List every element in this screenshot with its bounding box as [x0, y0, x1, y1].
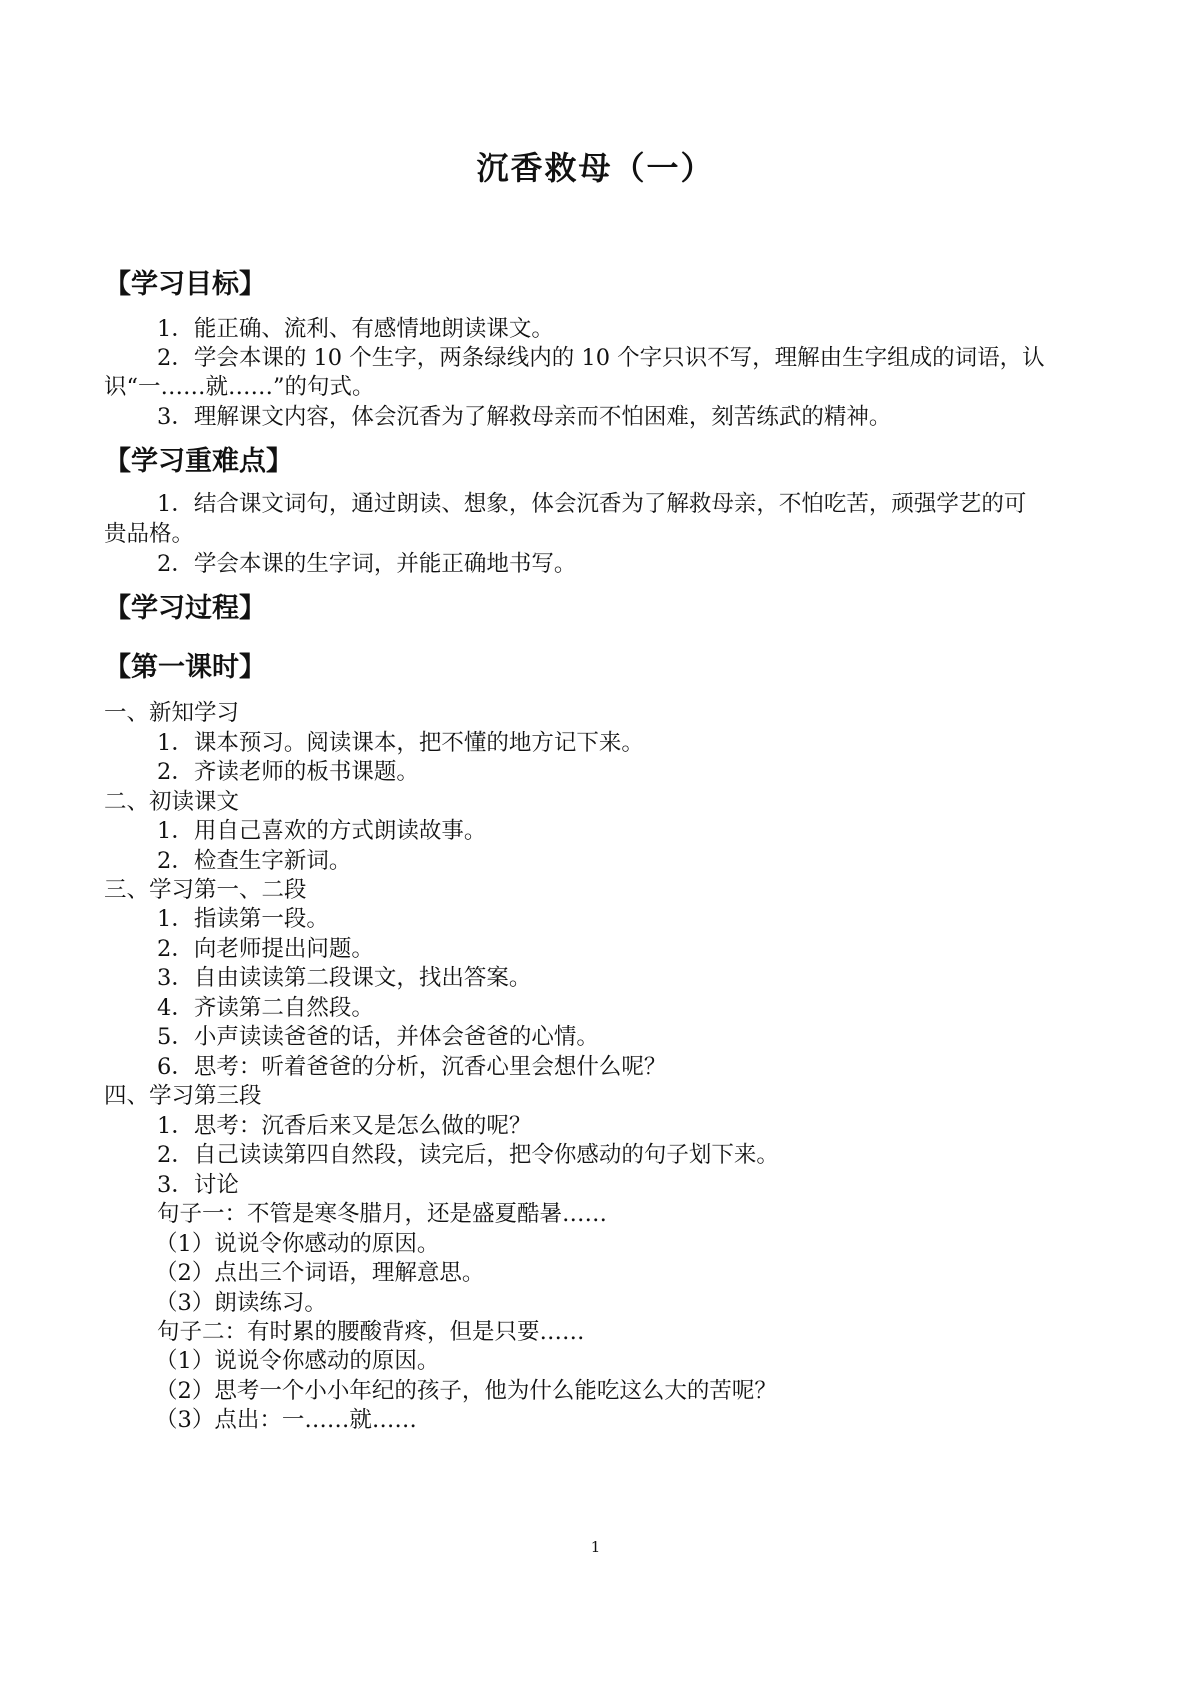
- section-heading: 一、新知学习: [104, 700, 240, 726]
- objective-line: 3．理解课文内容，体会沉香为了解救母亲而不怕困难，刻苦练武的精神。: [157, 404, 892, 430]
- sub-item: （3）点出：一……就……: [155, 1407, 417, 1433]
- sentence-label: 句子一：不管是寒冬腊月，还是盛夏酷暑……: [157, 1201, 608, 1227]
- key-point-line: 贵品格。: [104, 521, 195, 547]
- list-item: 1．思考：沉香后来又是怎么做的呢？: [157, 1113, 532, 1139]
- list-item: 6．思考：听着爸爸的分析，沉香心里会想什么呢？: [157, 1054, 667, 1080]
- heading-process: 【学习过程】: [104, 593, 266, 624]
- sub-item: （3）朗读练习。: [155, 1290, 327, 1316]
- heading-key-points: 【学习重难点】: [104, 446, 293, 477]
- sentence-label: 句子二：有时累的腰酸背疼，但是只要……: [157, 1319, 585, 1345]
- sub-item: （2）点出三个词语，理解意思。: [155, 1260, 485, 1286]
- list-item: 1．课本预习。阅读课本，把不懂的地方记下来。: [157, 730, 644, 756]
- list-item: 2．向老师提出问题。: [157, 936, 374, 962]
- objective-line: 2．学会本课的 10 个生字，两条绿线内的 10 个字只识不写，理解由生字组成的词语，认: [157, 345, 1045, 371]
- section-heading: 二、初读课文: [104, 789, 240, 815]
- list-item: 1．指读第一段。: [157, 906, 329, 932]
- list-item: 5．小声读读爸爸的话，并体会爸爸的心情。: [157, 1024, 599, 1050]
- key-point-line: 1．结合课文词句，通过朗读、想象，体会沉香为了解救母亲，不怕吃苦，顽强学艺的可: [157, 491, 1027, 517]
- heading-objectives: 【学习目标】: [104, 269, 266, 300]
- sub-item: （1）说说令你感动的原因。: [155, 1231, 440, 1257]
- objective-line: 识“一……就……”的句式。: [104, 374, 375, 400]
- section-heading: 四、学习第三段: [104, 1083, 262, 1109]
- heading-lesson-1: 【第一课时】: [104, 652, 266, 683]
- key-point-line: 2．学会本课的生字词，并能正确地书写。: [157, 551, 577, 577]
- section-heading: 三、学习第一、二段: [104, 877, 307, 903]
- list-item: 2．检查生字新词。: [157, 848, 352, 874]
- sub-item: （2）思考一个小小年纪的孩子，他为什么能吃这么大的苦呢？: [155, 1378, 777, 1404]
- page-number: 1: [590, 1538, 601, 1556]
- document-title: 沉香救母（一）: [476, 149, 715, 187]
- list-item: 1．用自己喜欢的方式朗读故事。: [157, 818, 487, 844]
- list-item: 3．自由读读第二段课文，找出答案。: [157, 965, 532, 991]
- list-item: 2．自己读读第四自然段，读完后，把令你感动的句子划下来。: [157, 1142, 779, 1168]
- sub-item: （1）说说令你感动的原因。: [155, 1348, 440, 1374]
- list-item: 3．讨论: [157, 1172, 239, 1198]
- list-item: 4．齐读第二自然段。: [157, 995, 374, 1021]
- objective-line: 1．能正确、流利、有感情地朗读课文。: [157, 316, 554, 342]
- list-item: 2．齐读老师的板书课题。: [157, 759, 419, 785]
